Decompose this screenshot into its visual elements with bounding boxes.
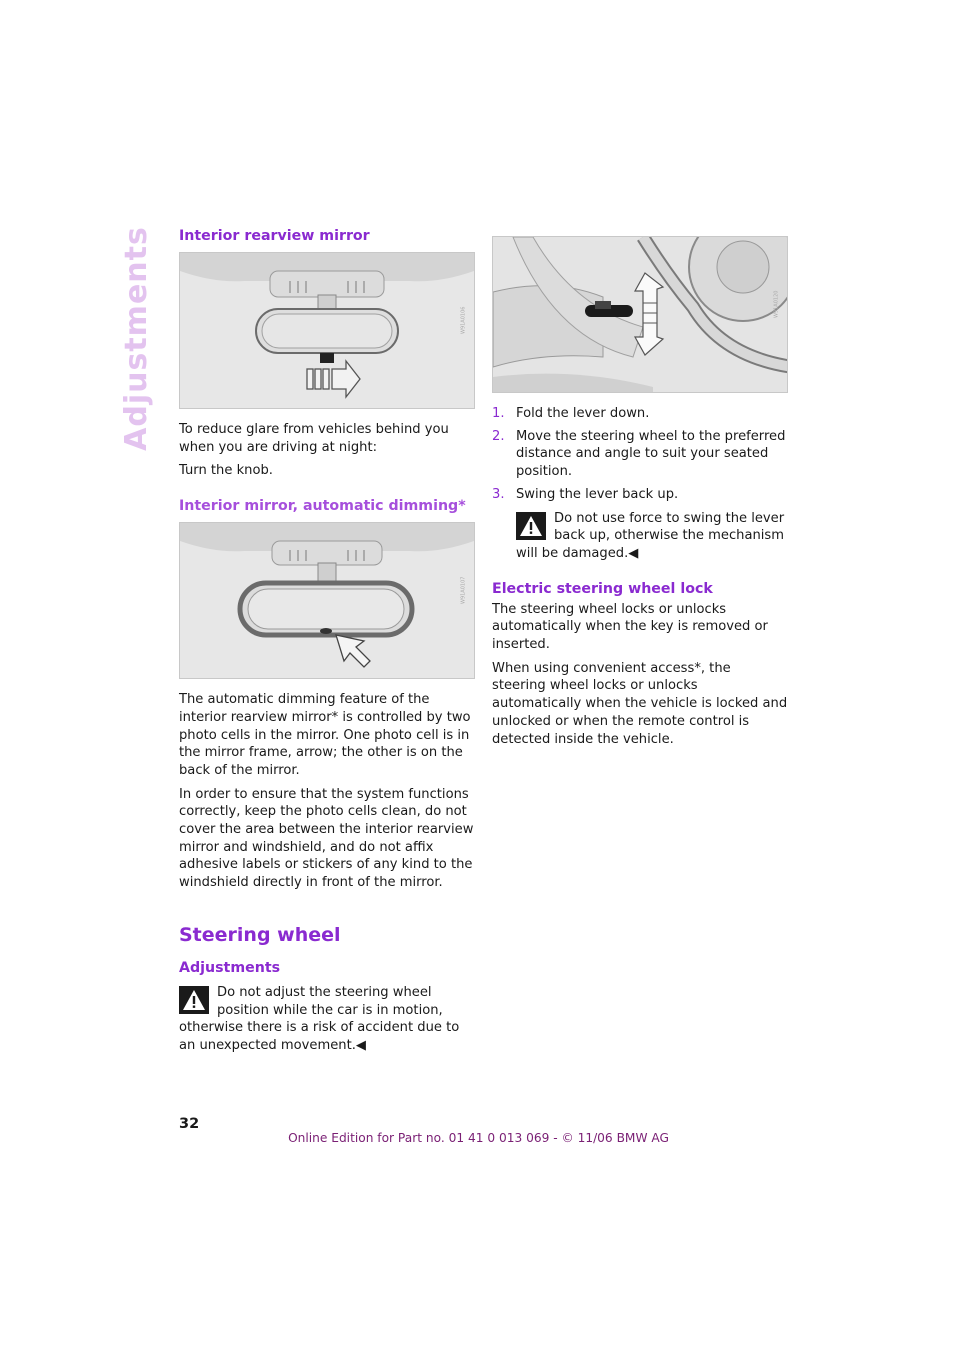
heading-adjustments: Adjustments <box>179 959 281 976</box>
left-column <box>179 228 474 1061</box>
heading-electric-steering-lock: Electric steering wheel lock <box>492 580 713 597</box>
figure-code: W91A0106 <box>460 306 467 334</box>
figure-rearview-mirror-knob <box>179 252 475 409</box>
step-item <box>492 428 788 481</box>
paragraph-convenient-access: When using convenient access*, the steering wheel locks or unlocks automatically when the vehicle is locked and unlocked or when the remote control is detected inside the vehicle. <box>492 660 788 747</box>
step-text: Fold the lever down. <box>516 406 650 421</box>
warning-text: Do not adjust the steering wheel position while the car is in motion, otherwise there is a risk of accident due to an unexpected movement.◀ <box>179 984 460 1053</box>
right-column <box>492 236 788 754</box>
step-text: Swing the lever back up. <box>516 486 679 502</box>
warning-triangle-icon <box>516 512 546 540</box>
warning-note-adjust-in-motion <box>179 984 474 1055</box>
step-text: Move the steering wheel to the preferred distance and angle to suit your seated position. <box>516 428 786 480</box>
paragraph-reduce-glare: To reduce glare from vehicles behind you when you are driving at night: <box>179 422 449 455</box>
warning-note-lever-force <box>492 510 788 563</box>
dimming-mirror-illustration <box>180 523 474 678</box>
heading-steering-wheel: Steering wheel <box>179 923 341 946</box>
step-number: 3. <box>492 486 505 502</box>
paragraph-turn-knob: Turn the knob. <box>179 463 273 479</box>
step-item <box>492 486 788 504</box>
paragraph-lock-automatically: The steering wheel locks or unlocks automatically when the key is removed or inserted. <box>492 601 768 653</box>
figure-code: W91A0120 <box>773 290 780 318</box>
figure-steering-column-lever <box>492 236 788 393</box>
step-number: 2. <box>492 428 505 444</box>
mirror-knob-illustration <box>180 253 474 408</box>
heading-interior-rearview-mirror: Interior rearview mirror <box>179 228 370 244</box>
heading-automatic-dimming: Interior mirror, automatic dimming* <box>179 498 466 515</box>
footer-edition-line <box>0 1131 954 1145</box>
chapter-side-tab-label: Adjustments <box>118 225 154 451</box>
figure-automatic-dimming-mirror <box>179 522 475 679</box>
step-item <box>492 405 788 423</box>
step-number: 1. <box>492 406 505 421</box>
warning-triangle-icon <box>179 986 209 1014</box>
steering-lever-illustration <box>493 237 787 392</box>
paragraph-photo-cells-clean: In order to ensure that the system functions correctly, keep the photo cells clean, do not cover the area between the interior rearview mirror and windshield, and do not affix adhesive labels or stickers of any kind to the windshield directly in front of the mirror. <box>179 786 474 891</box>
adjustment-steps-list <box>492 405 788 504</box>
footer-text: Online Edition for Part no. 01 41 0 013 069 - © 11/06 BMW AG <box>288 1131 669 1145</box>
chapter-side-tab <box>118 225 154 451</box>
figure-code: W91A0107 <box>460 576 467 604</box>
warning-text: Do not use force to swing the lever back up, otherwise the mechanism will be damaged.◀ <box>516 510 785 561</box>
page-number: 32 <box>179 1116 200 1132</box>
paragraph-dimming-feature: The automatic dimming feature of the interior rearview mirror* is controlled by two photo cells in the mirror. One photo cell is in the mirror frame, arrow; the other is on the back of the mirror. <box>179 692 471 778</box>
